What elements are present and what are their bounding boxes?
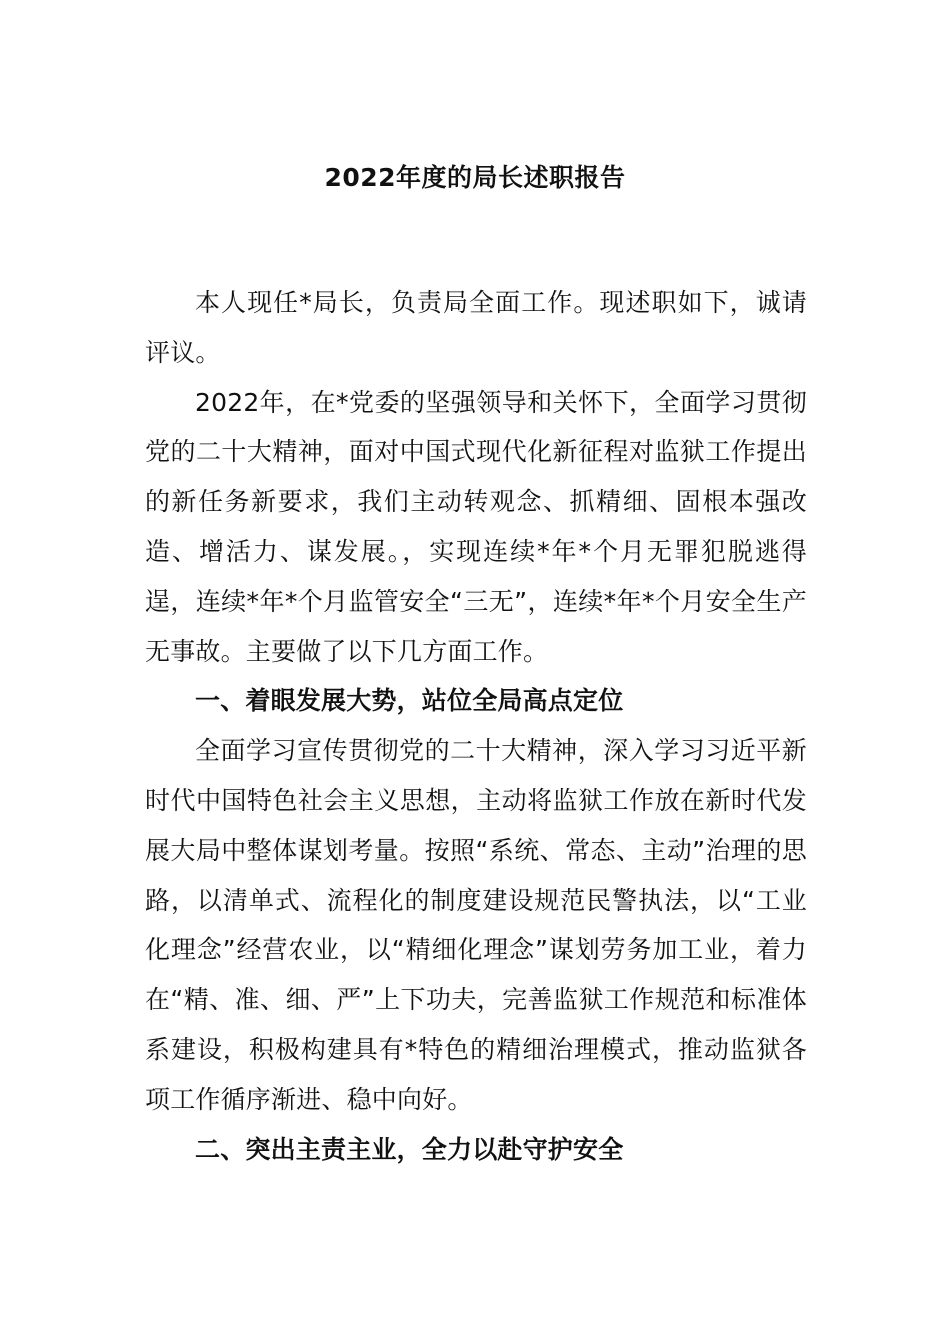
- paragraph-intro: 本人现任*局长，负责局全面工作。现述职如下，诚请评议。: [145, 288, 807, 367]
- document-title: 2022年度的局长述职报告: [324, 163, 626, 192]
- section-heading-2: 二、突出主责主业，全力以赴守护安全: [195, 1134, 624, 1164]
- section-heading-1: 一、着眼发展大势，站位全局高点定位: [195, 686, 624, 716]
- paragraph-summary: 2022年，在*党委的坚强领导和关怀下，全面学习贯彻党的二十大精神，面对中国式现代化新征程对监狱工作提出的新任务新要求，我们主动转观念、抓精细、固根本强改造、增活力、谋发展。，实现连续*年*个月无罪犯脱逃得逞，连续*年*个月监管安全“三无”，连续*年*个月安全生产无事故。主要做了以下几方面工作。: [145, 387, 807, 666]
- paragraph-section-1: 全面学习宣传贯彻党的二十大精神，深入学习习近平新时代中国特色社会主义思想，主动将监狱工作放在新时代发展大局中整体谋划考量。按照“系统、常态、主动”治理的思路，以清单式、流程化的制度建设规范民警执法，以“工业化理念”经营农业，以“精细化理念”谋划劳务加工业，着力在“精、准、细、严”上下功夫，完善监狱工作规范和标准体系建设，积极构建具有*特色的精细治理模式，推动监狱各项工作循序渐进、稳中向好。: [145, 736, 807, 1114]
- document-body: [145, 278, 807, 1174]
